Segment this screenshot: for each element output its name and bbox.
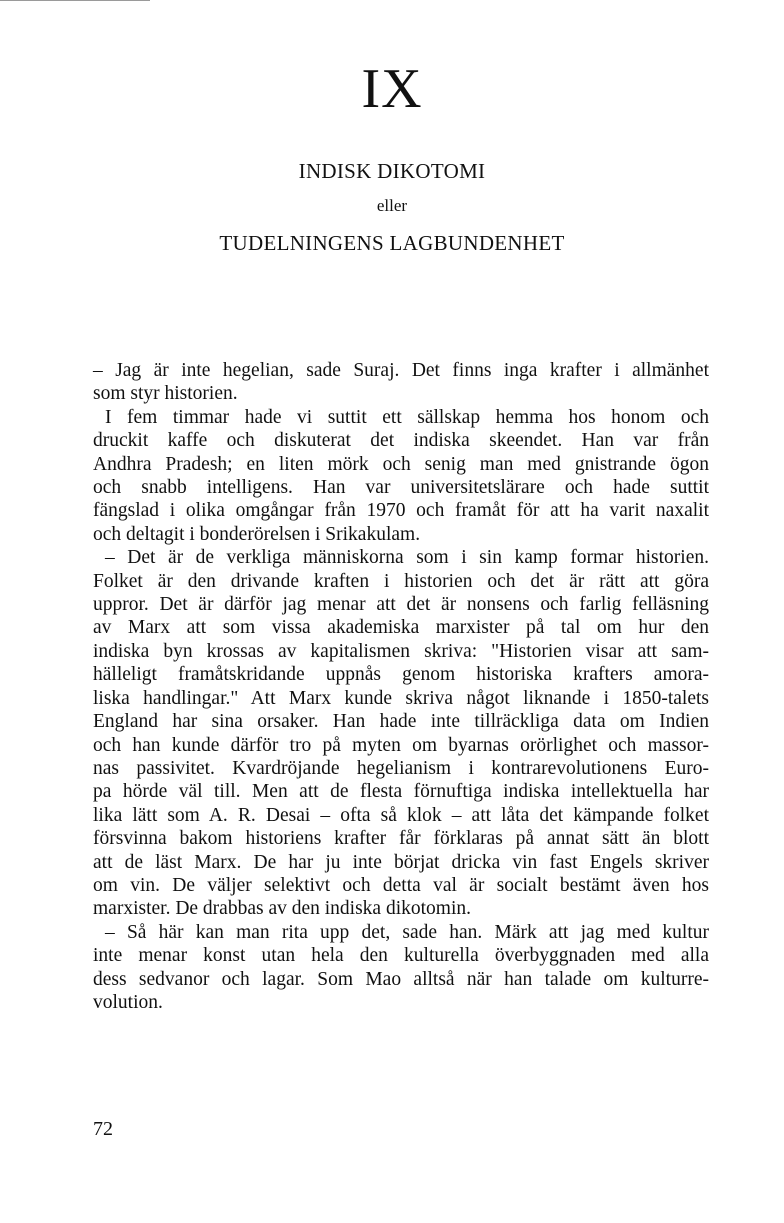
text-line: Andhra Pradesh; en liten mörk och senig man med gnistrande ögon	[93, 453, 709, 475]
text-line: att de läst Marx. De har ju inte börjat dricka vin fast Engels skriver	[93, 851, 709, 873]
text-line: uppror. Det är därför jag menar att det är nonsens och farlig felläsning	[93, 594, 709, 616]
page-number: 72	[93, 1118, 113, 1140]
text-line: av Marx att som vissa akademiska marxister på tal om hur den	[93, 617, 709, 639]
text-line: druckit kaffe och diskuterat det indiska skeendet. Han var från	[93, 430, 709, 452]
text-line: och han kunde därför tro på myten om byarnas orörlighet och massor-	[93, 734, 709, 756]
text-line: och snabb intelligens. Han var universitetslärare och hade suttit	[93, 477, 709, 499]
title-connector: eller	[376, 196, 408, 215]
paragraph-2	[93, 406, 709, 546]
text-line: indiska byn krossas av kapitalismen skriva: "Historien visar att sam-	[93, 640, 709, 662]
text-line: nas passivitet. Kvardröjande hegelianism i kontrarevolutionens Euro-	[93, 757, 709, 779]
text-line: – Så här kan man rita upp det, sade han. Märk att jag med kultur	[105, 921, 709, 943]
top-edge-rule	[0, 0, 150, 1]
text-line: – Jag är inte hegelian, sade Suraj. Det finns inga krafter i allmänhet	[93, 360, 709, 381]
chapter-number: IX	[361, 58, 423, 120]
chapter-title: INDISK DIKOTOMI	[298, 159, 486, 183]
chapter-body-text	[93, 359, 709, 1014]
paragraph-1	[93, 359, 709, 406]
text-line: hälleligt framåtskridande uppnås genom historiska krafters amora-	[93, 664, 709, 686]
text-line: dess sedvanor och lagar. Som Mao alltså när han talade om kulturre-	[93, 968, 709, 990]
text-line: om vin. De väljer selektivt och detta val är socialt bestämt även hos	[93, 874, 709, 896]
text-line: volution.	[93, 991, 163, 1013]
text-line: pa hörde väl till. Men att de flesta förnuftiga indiska intellektuella har	[93, 781, 709, 803]
text-line: lika lätt som A. R. Desai – ofta så klok – att låta det kämpande folket	[93, 804, 709, 826]
paragraph-4	[93, 921, 709, 1015]
text-line: Folket är den drivande kraften i historien och det är rätt att göra	[93, 570, 709, 592]
text-line: England har sina orsaker. Han hade inte tillräckliga data om Indien	[93, 711, 709, 733]
text-line: liska handlingar." Att Marx kunde skriva något liknande i 1850-talets	[93, 687, 709, 709]
text-line: och deltagit i bonderörelsen i Srikakulam.	[93, 523, 421, 545]
text-line: fängslad i olika omgångar från 1970 och framåt för att ha varit naxalit	[93, 500, 709, 522]
text-line: I fem timmar hade vi suttit ett sällskap hemma hos honom och	[105, 406, 709, 428]
chapter-subtitle: TUDELNINGENS LAGBUNDENHET	[219, 231, 565, 255]
paragraph-3	[93, 546, 709, 921]
text-line: – Det är de verkliga människorna som i sin kamp formar historien.	[105, 547, 709, 569]
text-line: försvinna bakom historiens krafter får förklaras på annat sätt än blott	[93, 828, 709, 850]
text-line: marxister. De drabbas av den indiska dikotomin.	[93, 898, 472, 920]
text-line: inte menar konst utan hela den kulturella överbyggnaden med alla	[93, 945, 709, 967]
text-line: som styr historien.	[93, 383, 238, 405]
